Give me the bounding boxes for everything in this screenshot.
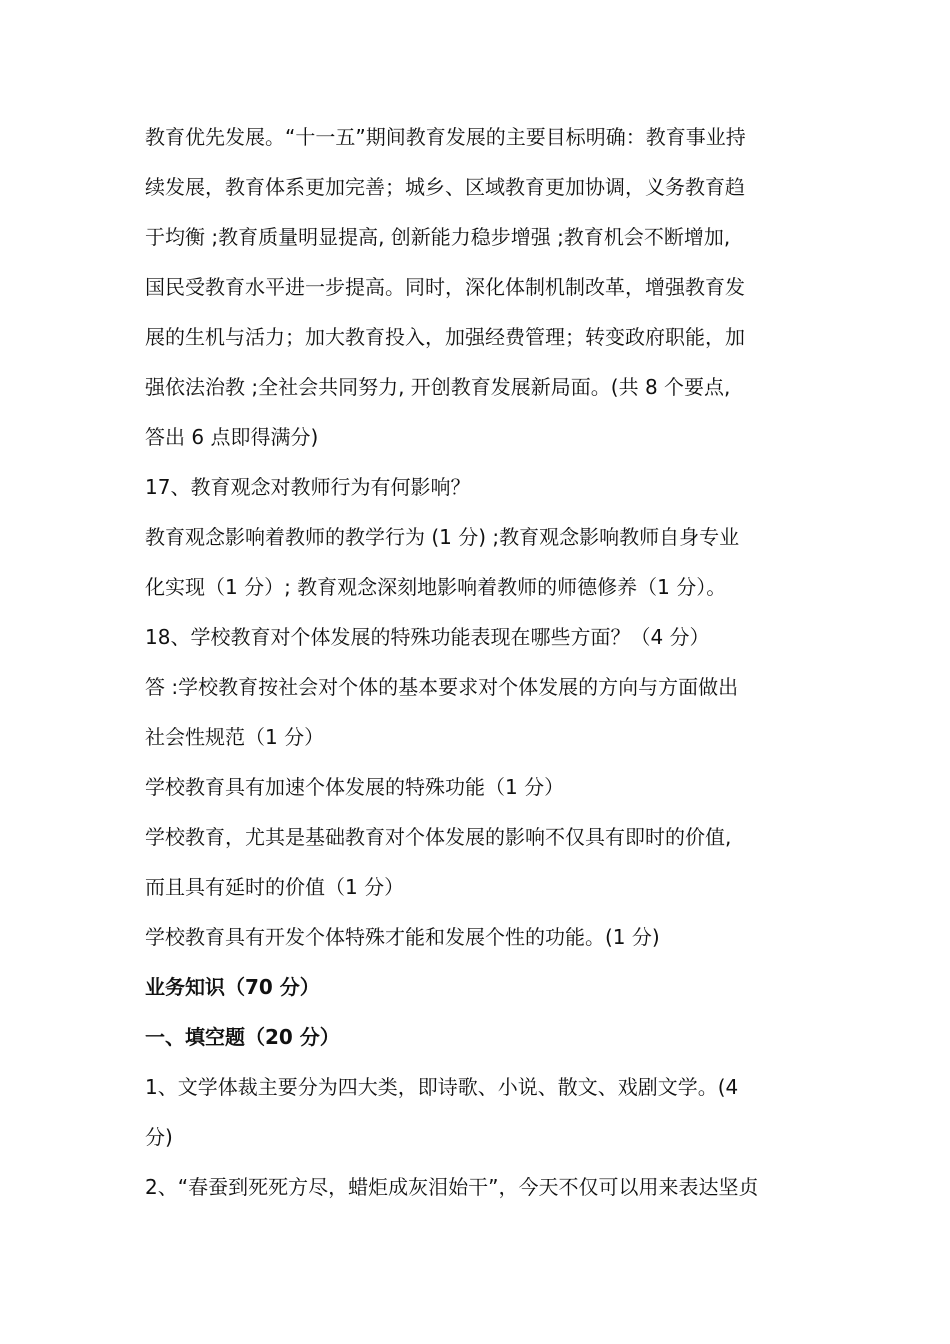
text-line: 答出 6 点即得满分) — [145, 425, 319, 449]
text-line: 社会性规范（1 分） — [145, 725, 325, 749]
text-line: 化实现（1 分）; 教育观念深刻地影响着教师的师德修养（1 分）。 — [145, 575, 727, 599]
text-line: 1、文学体裁主要分为四大类，即诗歌、小说、散文、戏剧文学。(4 — [145, 1075, 739, 1099]
text-line: 于均衡 ;教育质量明显提高, 创新能力稳步增强 ;教育机会不断增加, — [145, 225, 731, 249]
text-line: 续发展，教育体系更加完善；城乡、区域教育更加协调，义务教育趋 — [145, 175, 745, 199]
text-line: 学校教育具有加速个体发展的特殊功能（1 分） — [145, 775, 565, 799]
text-line: 教育观念影响着教师的教学行为 (1 分) ;教育观念影响教师自身专业 — [145, 525, 740, 549]
text-line: 展的生机与活力；加大教育投入，加强经费管理；转变政府职能，加 — [145, 325, 745, 349]
section-heading: 业务知识（70 分） — [145, 975, 320, 999]
text-line: 学校教育具有开发个体特殊才能和发展个性的功能。(1 分) — [145, 925, 660, 949]
text-line: 2、“春蚕到死死方尽，蜡炬成灰泪始干”，今天不仅可以用来表达坚贞 — [145, 1175, 759, 1199]
text-line: 答 :学校教育按社会对个体的基本要求对个体发展的方向与方面做出 — [145, 675, 739, 699]
question-18-heading: 18、学校教育对个体发展的特殊功能表现在哪些方面？（4 分） — [145, 625, 710, 649]
text-line: 而且具有延时的价值（1 分） — [145, 875, 405, 899]
text-line: 学校教育，尤其是基础教育对个体发展的影响不仅具有即时的价值, — [145, 825, 732, 849]
document-body — [145, 112, 810, 1212]
text-line: 分) — [145, 1125, 173, 1149]
text-line: 国民受教育水平进一步提高。同时，深化体制机制改革，增强教育发 — [145, 275, 745, 299]
subsection-heading: 一、填空题（20 分） — [145, 1025, 340, 1049]
text-line: 教育优先发展。“十一五”期间教育发展的主要目标明确：教育事业持 — [145, 125, 746, 149]
text-line: 强依法治教 ;全社会共同努力, 开创教育发展新局面。(共 8 个要点, — [145, 375, 731, 399]
question-17-heading: 17、教育观念对教师行为有何影响？ — [145, 475, 471, 499]
